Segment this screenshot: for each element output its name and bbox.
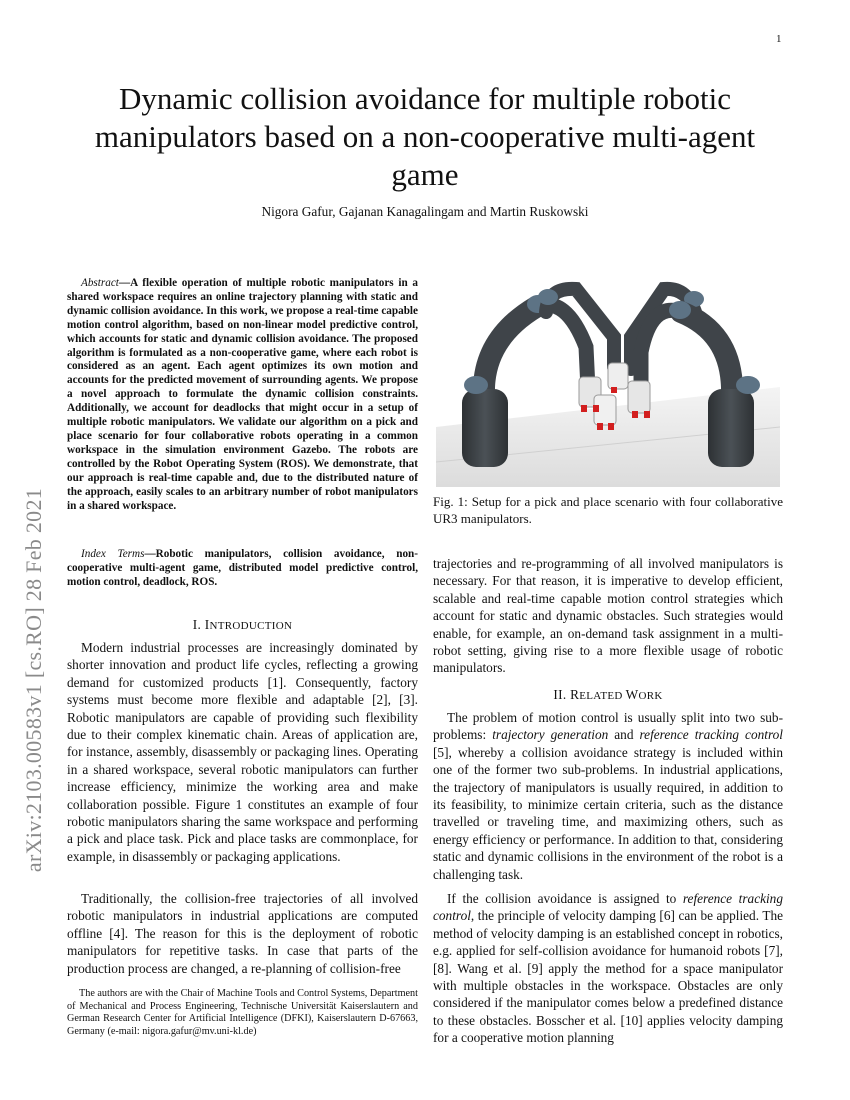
figure-1-caption: Fig. 1: Setup for a pick and place scenario with four collaborative UR3 manipulators. xyxy=(433,494,783,526)
section-title-rest-2: ORK xyxy=(638,690,663,702)
related-work-paragraph-1 xyxy=(433,709,783,883)
emphasis-reference-tracking-control: reference tracking control xyxy=(639,727,783,743)
section-title-initial: R xyxy=(570,687,580,702)
continued-paragraph-text: trajectories and re-programming of all involved manipulators is necessary. For that reason, it is imperative to develop efficient, scalable and real-time capable motion control strategies which account for static and dynamic obstacles. Such strategies would enable, for example, an on-demand task assignment in a multi-robot setting, giving rise to a more flexible usage of robotic manipulators. xyxy=(433,556,783,676)
figure-1-robot-setup xyxy=(436,277,780,487)
author-affiliation-footnote xyxy=(67,988,418,1039)
index-terms-label: Index Terms xyxy=(81,548,145,560)
section-title-rest: NTRODUCTION xyxy=(209,620,293,632)
footnote-text: The authors are with the Chair of Machine Tools and Control Systems, Department of Mechanical and Process Engineering, Technische Universität Kaiserslautern and German Research Center for Artificial Intelligence (DFKI), Kaiserslautern D-67663, Germany (e-mail: nigora.gafur@mv.uni-kl.de) xyxy=(67,988,418,1038)
index-terms-text: —Robotic manipulators, collision avoidance, non-cooperative multi-agent game, distributed model predictive control, motion control, deadlock, ROS. xyxy=(67,548,418,588)
robot-manipulators-illustration xyxy=(436,277,780,487)
text-run: , the principle of velocity damping [6] can be applied. The method of velocity damping is an established concept in robotics, e.g. applied for self-collision avoidance for humanoid robots [7], [8]. Wang et al. [9] apply the method for a space manipulator with multiple obstacles in the workspace. Obstacles are only considered if the manipulator comes below a predefined distance to these obstacles. Bosscher et al. [10] applies velocity damping for a cooperative motion planning xyxy=(433,908,783,1046)
section-title-rest: ELATED xyxy=(579,690,626,702)
related-work-paragraph-2 xyxy=(433,890,783,1047)
abstract-text: —A flexible operation of multiple robotic manipulators in a shared workspace requires an online trajectory planning with static and dynamic collision avoidance. In this work, we propose a real-time capable motion control algorithm, based on non-linear model predictive control, which accounts for static and dynamic collision avoidance. The proposed algorithm is formulated as a non-cooperative game, where each robot is considered as an agent. Each agent optimizes its own motion and accounts for the predicted movement of surrounding agents. We propose a novel approach to formulate the dynamic collision constraints. Additionally, we account for deadlocks that might occur in a setup of multiple robotic manipulators. We validate our algorithm on a pick and place scenario for four collaborative robots operating in a common workspace in the simulation environment Gazebo. The robots are controlled by the Robot Operating System (ROS). We demonstrate, that our approach is real-time capable and, due to the distributed nature of the approach, easily scales to an arbitrary number of robot manipulators in a shared workspace. xyxy=(67,277,418,512)
text-run: [5], whereby a collision avoidance strategy is included within one of the former two sub-problems. In industrial applications, the trajectory of manipulators is usually required, in addition to its feasibility, to minimize certain criteria, such as the distance travelled or traveling time, and maximizing others, such as energy efficiency or performance. In addition to that, considering static and dynamic collisions in the environment of the robot is a challenging task. xyxy=(433,744,783,882)
page-number: 1 xyxy=(776,33,782,45)
section-number: II. xyxy=(553,687,571,702)
abstract-label: Abstract xyxy=(81,277,119,289)
intro-paragraph-2-text: Traditionally, the collision-free trajectories of all involved robotic manipulators in industrial applications are computed offline [4]. The reason for this is the deployment of robotic manipulators for repetitive tasks. In case that parts of the production process are changed, a re-planning of collision-free xyxy=(67,891,418,976)
emphasis-trajectory-generation: trajectory generation xyxy=(492,727,609,743)
section-heading-introduction xyxy=(67,617,418,633)
introduction-paragraph-1 xyxy=(67,639,418,865)
paper-title: Dynamic collision avoidance for multiple robotic manipulators based on a non-cooperative multi-agent game xyxy=(94,81,756,192)
section-number: I. xyxy=(192,617,205,632)
section-title-initial: I xyxy=(204,617,210,632)
intro-paragraph-1-text: Modern industrial processes are increasingly dominated by shorter innovation and product life cycles, reflecting a growing demand for customized products [1]. Consequently, factory systems must become more flexible and adaptable [2], [3]. Robotic manipulators are capable of providing such flexibility due to their complex kinematic chain. Areas of application are, for instance, assembly, disassembly or packaging lines. Operating in a shared workspace, several robotic manipulators can further increase efficiency, minimize the working area and make collaboration possible. Figure 1 constitutes an example of four robotic manipulators sharing the same workspace and performing a pick and place task. Pick and place tasks are commonplace, for example, in disassembly or packaging applications. xyxy=(67,640,418,864)
index-terms xyxy=(67,548,418,590)
introduction-paragraph-2-continued xyxy=(433,555,783,677)
text-run: If the collision avoidance is assigned to xyxy=(447,891,683,906)
emphasis-reference-tracking-control: reference tracking control xyxy=(433,891,783,924)
section-heading-related-work xyxy=(433,687,783,703)
text-run: and xyxy=(608,727,640,743)
arxiv-identifier-stamp: arXiv:2103.00583v1 [cs.RO] 28 Feb 2021 xyxy=(21,487,46,873)
abstract xyxy=(67,277,418,513)
author-list: Nigora Gafur, Gajanan Kanagalingam and Martin Ruskowski xyxy=(261,204,589,219)
section-title-initial-2: W xyxy=(625,687,639,702)
text-run: The problem of motion control is usually split into two sub-problems: xyxy=(433,710,783,743)
introduction-paragraph-2 xyxy=(67,890,418,977)
